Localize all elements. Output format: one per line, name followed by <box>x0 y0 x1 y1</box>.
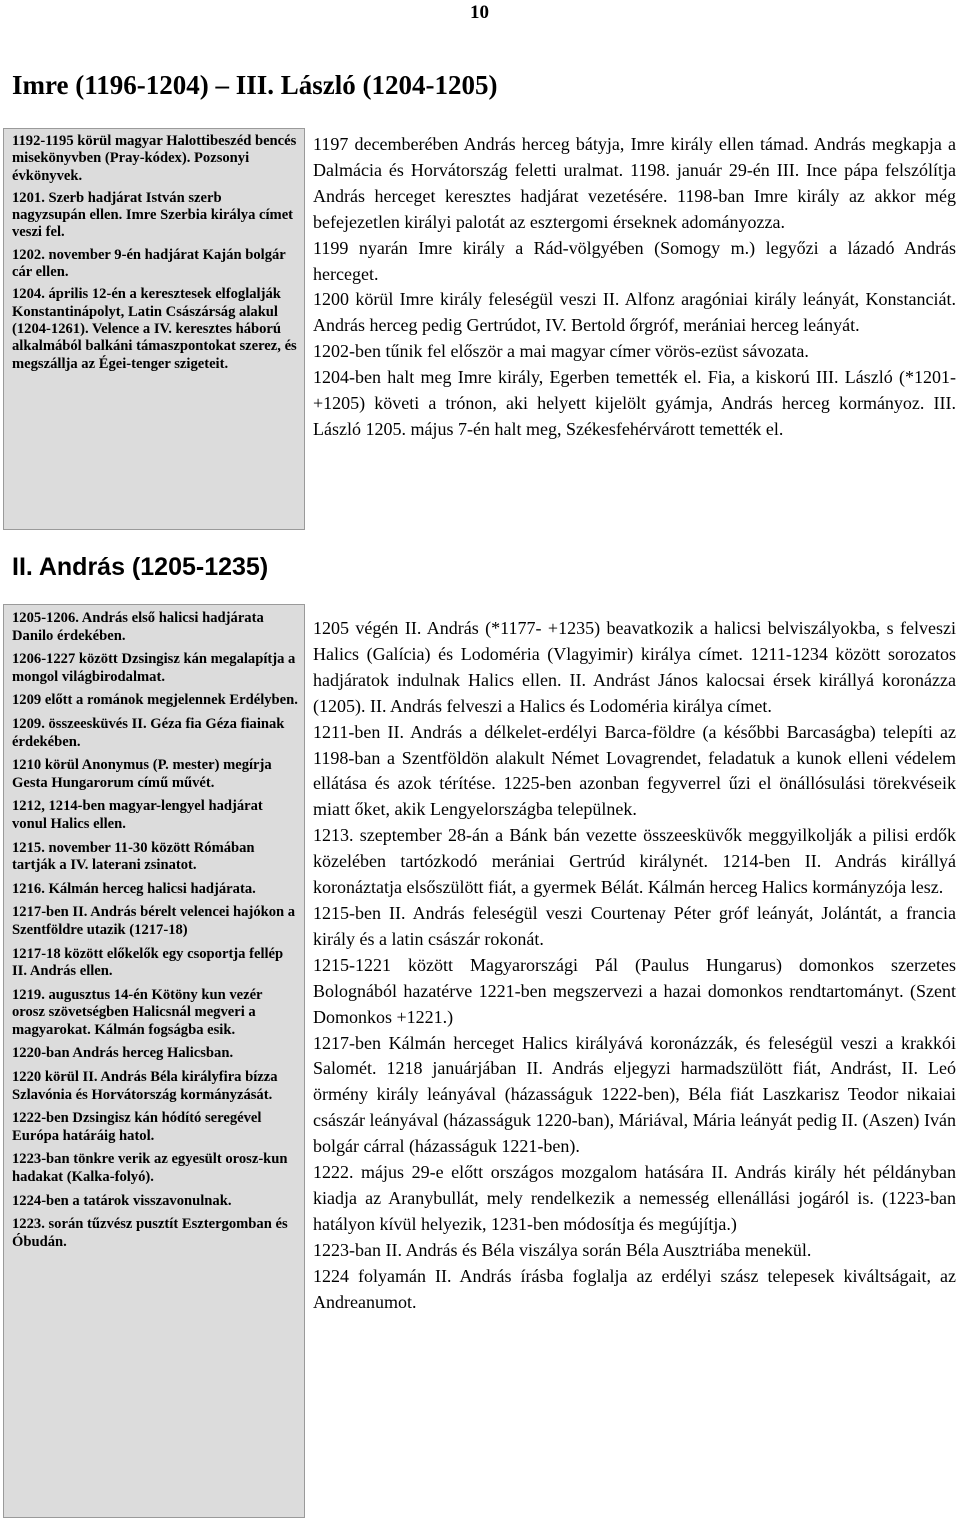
paragraph: 1205 végén II. András (*1177- +1235) beavatkozik a halicsi belviszályokba, s felveszi Halics (Galícia) és Lodoméria (Vlagyimir) királya címet. 1211-1234 között sorozatos hadjáratok indulnak Halics ellen. II. Andrást János kalocsai érsek királlyá koronázza (1205). II. András felveszi a Halics és Lodoméria királya címet. <box>313 618 956 716</box>
sidebar-entry: 1206-1227 között Dzsingisz kán megalapítja a mongol világbirodalmat. <box>12 651 296 685</box>
sidebar-entry: 1204. április 12-én a keresztesek elfoglalják Konstantinápolyt, Latin Császárság alakul (1204-1261). Velence a IV. keresztes háború alkalmából balkáni támaszpontokat szerez, és megszállja az Égei-tenger szigeteit. <box>12 286 297 372</box>
sidebar-entry: 1220 körül II. András Béla királyfira bízza Szlavónia és Horvátország kormányzását. <box>12 1069 278 1103</box>
paragraph: 1215-ben II. András feleségül veszi Courtenay Péter gróf leányát, Jolántát, a francia király és a latin császár rokonát. <box>313 902 956 949</box>
sidebar-entry: 1217-18 között előkelők egy csoportja fellép II. András ellen. <box>12 945 284 980</box>
paragraph: 1217-ben Kálmán herceget Halics királyává koronázzák, és feleségül veszi a krakkói Salomét. 1218 januárjában II. András eljegyzi harmadszülött fiát, Andrást, II. Leó örmény király leányával (házasságuk 1222-ben), Béla fiát Laszkarisz Teodor nikaiai császár leányával (házasságuk 1220-ban), Máriával, Mária leányát pedig II. (Aszen) Iván bolgár cárral (házasságuk 1221-ben). <box>313 1032 956 1157</box>
sidebar-entry: 1192-1195 körül magyar Halottibeszéd bencés misekönyvben (Pray-kódex). Pozsonyi évkönyvek. <box>12 133 297 184</box>
paragraph: 1213. szeptember 28-án a Bánk bán vezette összeesküvők meggyilkolják a pilisi erdők közelében tartózkodó merániai Gertrúd királynét. 1214-ben II. András királlyá koronáztatja elsőszülött fiát, a gyermek Bélát. Kálmán herceg Halics kormányzója lesz. <box>313 825 956 898</box>
sidebar-entry: 1212, 1214-ben magyar-lengyel hadjárat vonul Halics ellen. <box>12 798 263 832</box>
paragraph: 1204-ben halt meg Imre király, Egerben temették el. Fia, a kiskorú III. László (*1201- +1205) követi a trónon, aki helyett kijelölt gyámja, András herceg kormányoz. III. László 1205. május 7-én halt meg, Székesfehérvárott temették el. <box>313 367 956 439</box>
sidebar-box-imre <box>3 128 305 530</box>
sidebar-entry: 1217-ben II. András bérelt velencei hajókon a Szentföldre utazik (1217-18) <box>12 904 296 938</box>
paragraph: 1199 nyarán Imre király a Rád-völgyében (Somogy m.) legyőzi a lázadó András herceget. <box>313 237 956 284</box>
paragraph: 1197 decemberében András herceg bátyja, Imre király ellen támad. András megkapja a Dalmácia és Horvátország feletti uralmat. 1198. január 29-én III. Ince pápa felszólítja András herceget keresztes hadjárat vezetésére. 1198-ban Imre király az akkor még befejezetlen királyi palotát az esztergomi érseknek adományozza. <box>313 134 956 232</box>
paragraph: 1200 körül Imre király feleségül veszi II. Alfonz aragóniai király leányát, Konstanciát. András herceg pedig Gertrúdot, IV. Bertold őrgróf, merániai herceg leányát. <box>313 289 956 336</box>
paragraph: 1202-ben tűnik fel először a mai magyar címer vörös-ezüst sávozata. <box>313 341 809 362</box>
main-text-andras <box>313 616 956 1315</box>
sidebar-entry: 1209. összeesküvés II. Géza fia Géza fiainak érdekében. <box>12 715 285 750</box>
paragraph: 1224 folyamán II. András írásba foglalja az erdélyi szász telepesek kiváltságait, az Andreanumot. <box>313 1265 956 1312</box>
section-title-andras: II. András (1205-1235) <box>12 553 269 581</box>
section-title-imre-laszlo: Imre (1196-1204) – III. László (1204-1205) <box>12 70 498 100</box>
sidebar-entry: 1215. november 11-30 között Rómában tartják a IV. laterani zsinatot. <box>12 839 255 874</box>
sidebar-entry: 1224-ben a tatárok visszavonulnak. <box>12 1192 232 1209</box>
sidebar-entry: 1223-ban tönkre verik az egyesült orosz-kun hadakat (Kalka-folyó). <box>12 1151 288 1186</box>
sidebar-entry: 1202. november 9-én hadjárat Kaján bolgár cár ellen. <box>12 246 286 281</box>
paragraph: 1223-ban II. András és Béla viszálya során Béla Ausztriába menekül. <box>313 1239 812 1260</box>
sidebar-entry: 1216. Kálmán herceg halicsi hadjárata. <box>12 880 256 897</box>
sidebar-entry: 1209 előtt a románok megjelennek Erdélyben. <box>12 692 298 709</box>
sidebar-box-andras <box>3 604 305 1518</box>
sidebar-entry: 1201. Szerb hadjárat István szerb nagyzsupán ellen. Imre Szerbia királya címet veszi fel. <box>12 189 294 241</box>
sidebar-entry: 1219. augusztus 14-én Kötöny kun vezér orosz szövetségben Halicsnál megveri a magyarokat. Kálmán fogságba esik. <box>12 986 263 1038</box>
paragraph: 1211-ben II. András a délkelet-erdélyi Barca-földre (a későbbi Barcaságba) telepíti az 1198-ban a Szentföldön alakult Német Lovagrendet, feladatuk a kunok elleni védelem ellátása és azok térítése. 1225-ben azonban fegyverrel űzi el önállósulási törekvéseik miatt őket, akik Lengyelországba települnek. <box>313 721 956 820</box>
sidebar-entry: 1205-1206. András első halicsi hadjárata Danilo érdekében. <box>12 610 264 644</box>
paragraph: 1215-1221 között Magyarországi Pál (Paulus Hungarus) domonkos szerzetes Bolognából hazatérve 1221-ben megszervezi a hazai domonkos rendtartományt. (Szent Domonkos +1221.) <box>313 954 956 1027</box>
main-text-imre <box>313 132 956 443</box>
sidebar-entry: 1210 körül Anonymus (P. mester) megírja Gesta Hungarorum című művét. <box>12 757 272 791</box>
sidebar-entry: 1222-ben Dzsingisz kán hódító seregével Európa határáig hatol. <box>12 1110 262 1144</box>
sidebar-entry: 1220-ban András herceg Halicsban. <box>12 1045 234 1062</box>
sidebar-entry: 1223. során tűzvész pusztít Esztergomban és Óbudán. <box>12 1216 288 1250</box>
page-number: 10 <box>470 2 489 23</box>
paragraph: 1222. május 29-e előtt országos mozgalom hatására II. András király hét példányban kiadja az Aranybullát, mely rendelkezik a nemesség ellenállási jogáról is. (1223-ban hatályon kívül helyezik, 1231-ben módosítja és megújítja.) <box>313 1162 956 1234</box>
